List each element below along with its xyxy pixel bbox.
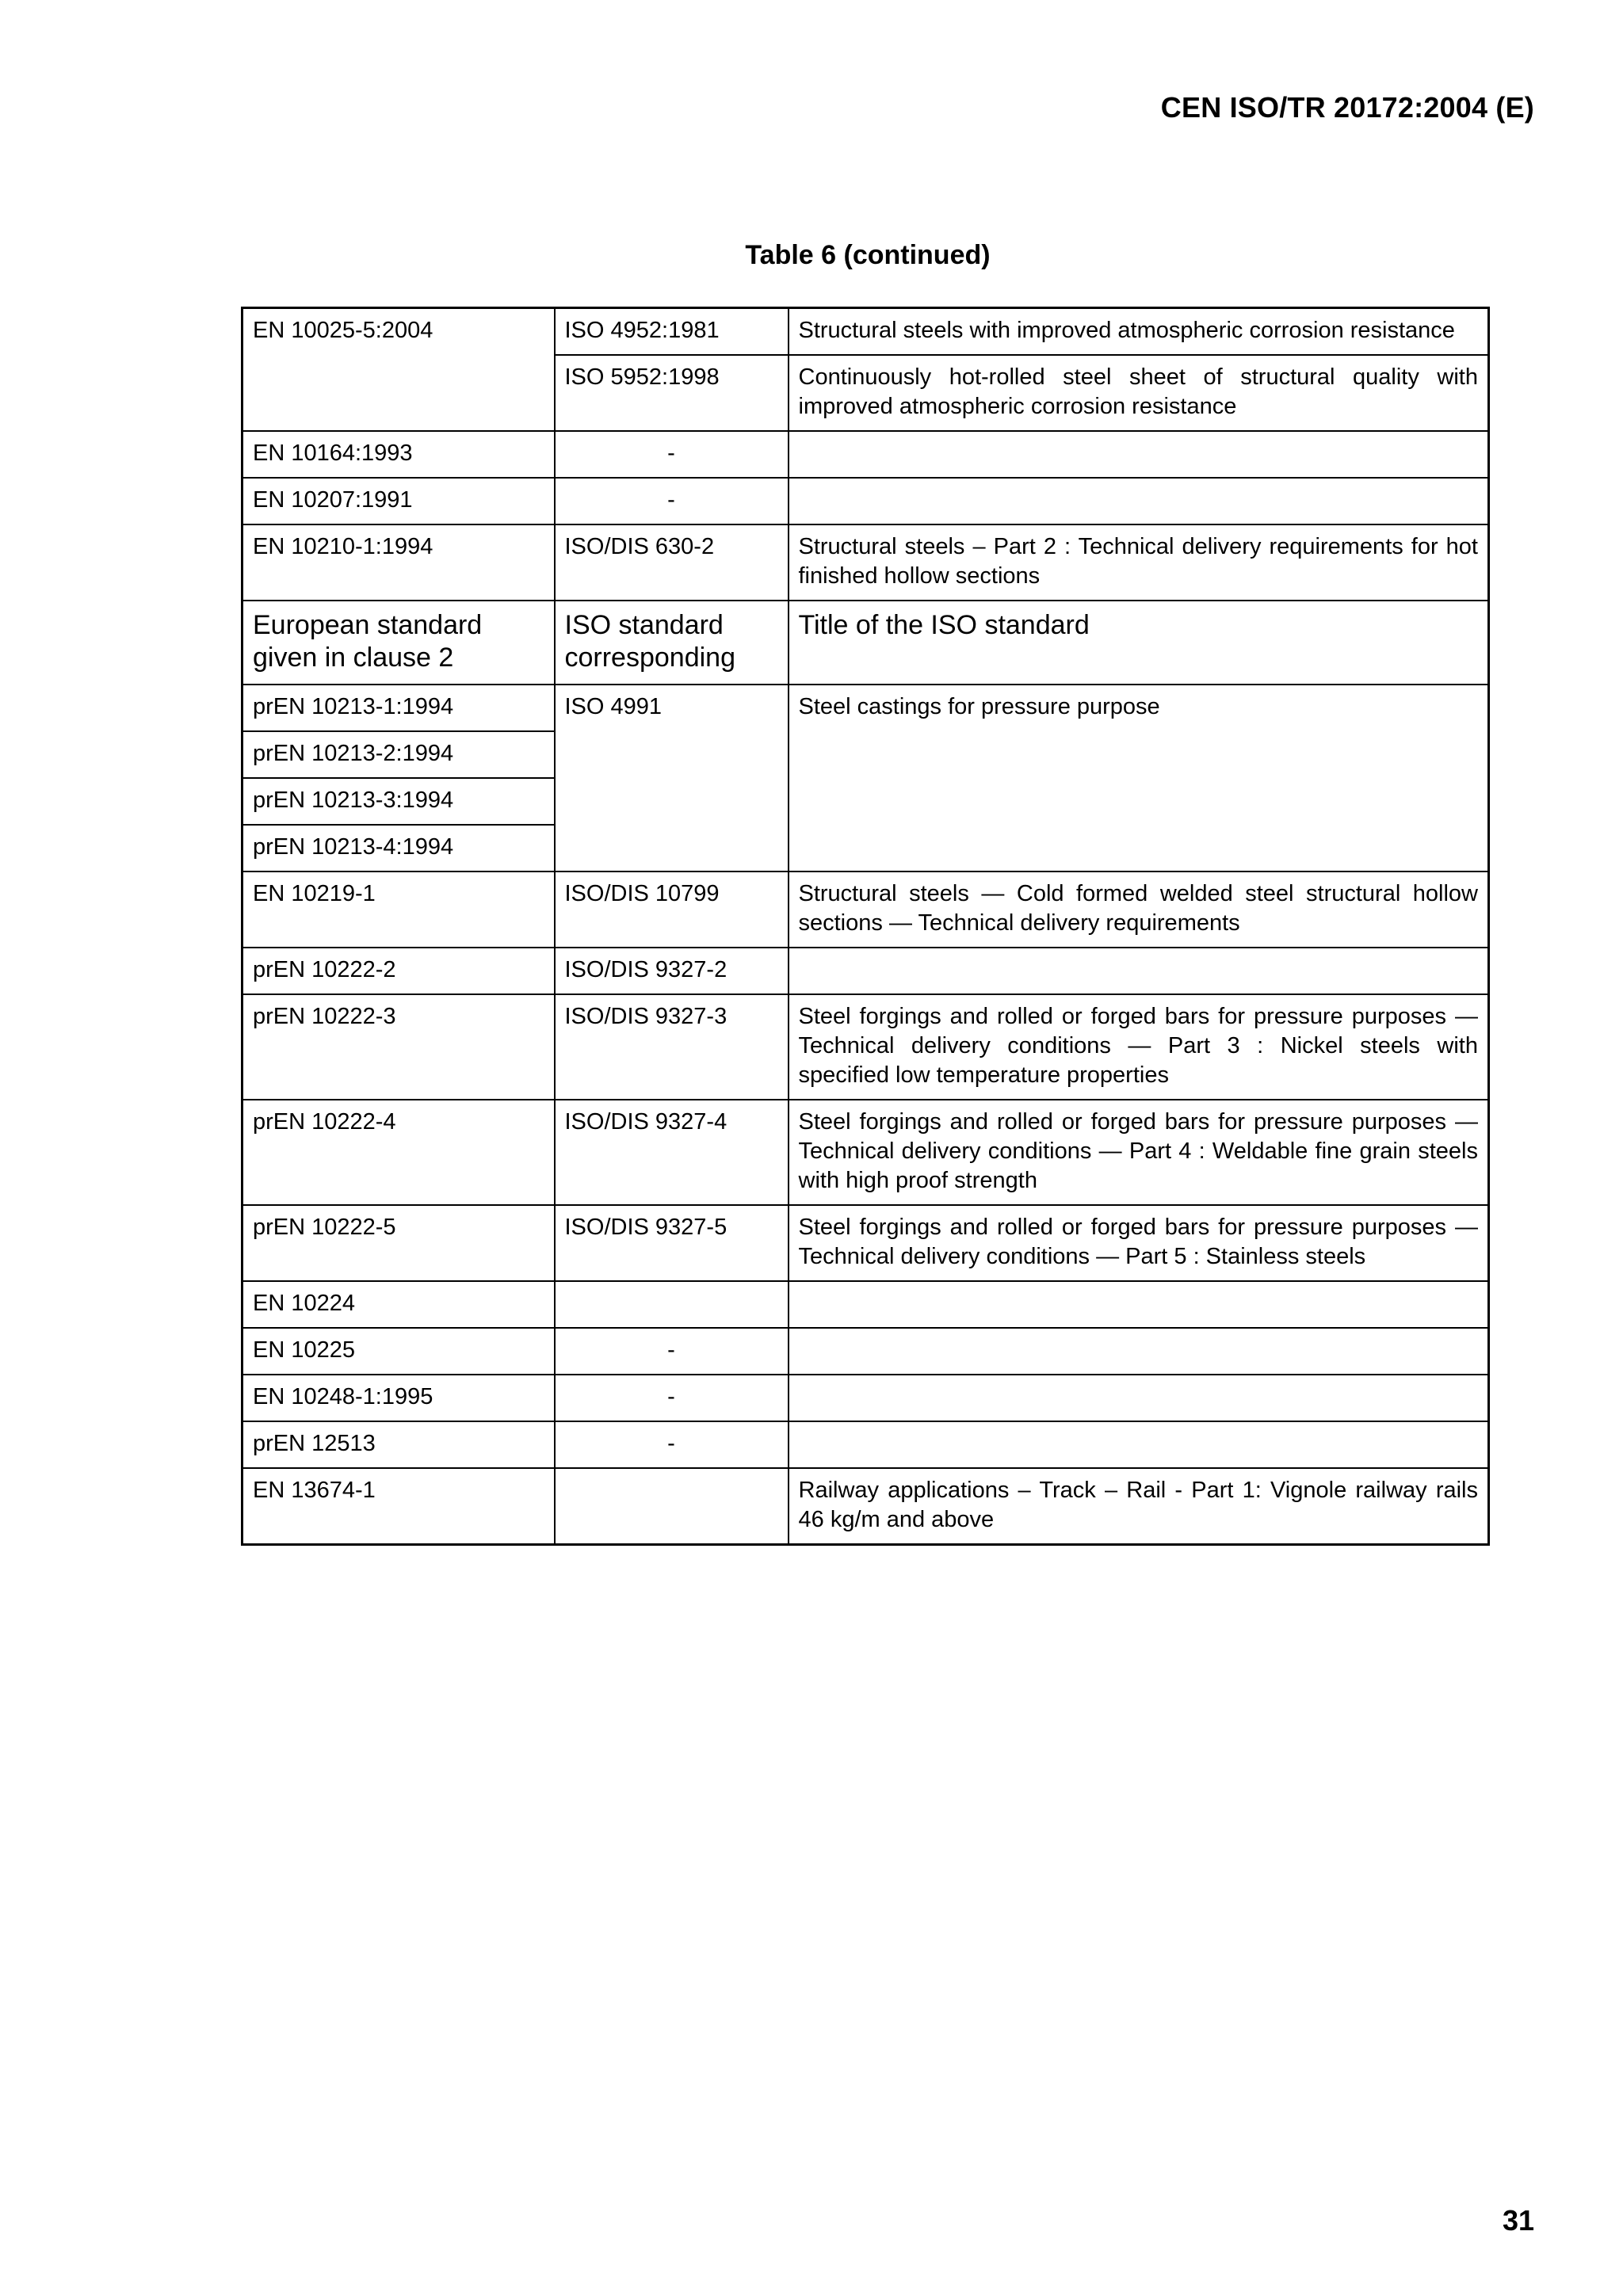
iso-standard-cell: ISO 4991 [555, 685, 789, 871]
table-row [242, 478, 1489, 524]
table-title: Table 6 (continued) [745, 240, 991, 270]
table-row [242, 685, 1489, 731]
iso-standard-cell: ISO 5952:1998 [555, 355, 789, 431]
table-row [242, 1375, 1489, 1421]
iso-title-cell: Structural steels – Part 2 : Technical delivery requirements for hot finished hollow sections [789, 524, 1489, 601]
iso-title-cell [789, 1375, 1489, 1421]
european-standard-cell: EN 10164:1993 [242, 431, 555, 478]
iso-standard-cell: - [555, 1421, 789, 1468]
standards-table [241, 307, 1490, 1546]
iso-title-cell [789, 1281, 1489, 1328]
table-row [242, 524, 1489, 601]
page-number: 31 [1502, 2204, 1534, 2237]
european-standard-cell: EN 10025-5:2004 [242, 308, 555, 432]
european-standard-cell: prEN 10222-5 [242, 1205, 555, 1281]
european-standard-cell: EN 10224 [242, 1281, 555, 1328]
iso-standard-cell: ISO/DIS 9327-4 [555, 1100, 789, 1205]
european-standard-cell: prEN 12513 [242, 1421, 555, 1468]
european-standard-cell: EN 10210-1:1994 [242, 524, 555, 601]
iso-standard-cell: - [555, 431, 789, 478]
table-row [242, 948, 1489, 994]
table-row [242, 1468, 1489, 1545]
column-header-iso: ISO standard corresponding [555, 601, 789, 685]
european-standard-cell: EN 10248-1:1995 [242, 1375, 555, 1421]
iso-standard-cell: ISO/DIS 10799 [555, 871, 789, 948]
european-standard-cell: prEN 10213-3:1994 [242, 778, 555, 825]
iso-title-cell: Structural steels — Cold formed welded steel structural hollow sections — Technical delivery requirements [789, 871, 1489, 948]
iso-standard-cell [555, 1281, 789, 1328]
iso-standard-cell: - [555, 478, 789, 524]
iso-title-cell [789, 948, 1489, 994]
iso-title-cell: Continuously hot-rolled steel sheet of structural quality with improved atmospheric corrosion resistance [789, 355, 1489, 431]
table-row [242, 994, 1489, 1100]
iso-standard-cell: ISO/DIS 630-2 [555, 524, 789, 601]
european-standard-cell: EN 10207:1991 [242, 478, 555, 524]
iso-title-cell: Railway applications – Track – Rail - Part 1: Vignole railway rails 46 kg/m and above [789, 1468, 1489, 1545]
table-row [242, 1205, 1489, 1281]
iso-title-cell [789, 1328, 1489, 1375]
table-row [242, 308, 1489, 356]
european-standard-cell: prEN 10222-4 [242, 1100, 555, 1205]
column-header-row [242, 601, 1489, 685]
iso-title-cell: Steel castings for pressure purpose [789, 685, 1489, 871]
iso-standard-cell [555, 1468, 789, 1545]
table-row [242, 1281, 1489, 1328]
iso-standard-cell: ISO/DIS 9327-3 [555, 994, 789, 1100]
column-header-title: Title of the ISO standard [789, 601, 1489, 685]
iso-title-cell: Steel forgings and rolled or forged bars for pressure purposes — Technical delivery conditions — Part 4 : Weldable fine grain steels with high proof strength [789, 1100, 1489, 1205]
iso-title-cell [789, 478, 1489, 524]
european-standard-cell: prEN 10213-1:1994 [242, 685, 555, 731]
iso-standard-cell: - [555, 1375, 789, 1421]
iso-standard-cell: ISO/DIS 9327-5 [555, 1205, 789, 1281]
european-standard-cell: prEN 10222-3 [242, 994, 555, 1100]
european-standard-cell: prEN 10213-2:1994 [242, 731, 555, 778]
iso-title-cell: Structural steels with improved atmospheric corrosion resistance [789, 308, 1489, 356]
iso-standard-cell: ISO/DIS 9327-2 [555, 948, 789, 994]
table-row [242, 871, 1489, 948]
iso-standard-cell: ISO 4952:1981 [555, 308, 789, 356]
european-standard-cell: prEN 10222-2 [242, 948, 555, 994]
european-standard-cell: prEN 10213-4:1994 [242, 825, 555, 871]
iso-title-cell: Steel forgings and rolled or forged bars for pressure purposes — Technical delivery conditions — Part 5 : Stainless steels [789, 1205, 1489, 1281]
iso-title-cell [789, 1421, 1489, 1468]
table-row [242, 1328, 1489, 1375]
european-standard-cell: EN 10219-1 [242, 871, 555, 948]
european-standard-cell: EN 13674-1 [242, 1468, 555, 1545]
european-standard-cell: EN 10225 [242, 1328, 555, 1375]
iso-standard-cell: - [555, 1328, 789, 1375]
iso-title-cell [789, 431, 1489, 478]
table-row [242, 431, 1489, 478]
table-row [242, 1421, 1489, 1468]
column-header-european: European standard given in clause 2 [242, 601, 555, 685]
iso-title-cell: Steel forgings and rolled or forged bars for pressure purposes — Technical delivery conditions — Part 3 : Nickel steels with specified low temperature properties [789, 994, 1489, 1100]
table-row [242, 1100, 1489, 1205]
document-id-header: CEN ISO/TR 20172:2004 (E) [1160, 91, 1534, 124]
